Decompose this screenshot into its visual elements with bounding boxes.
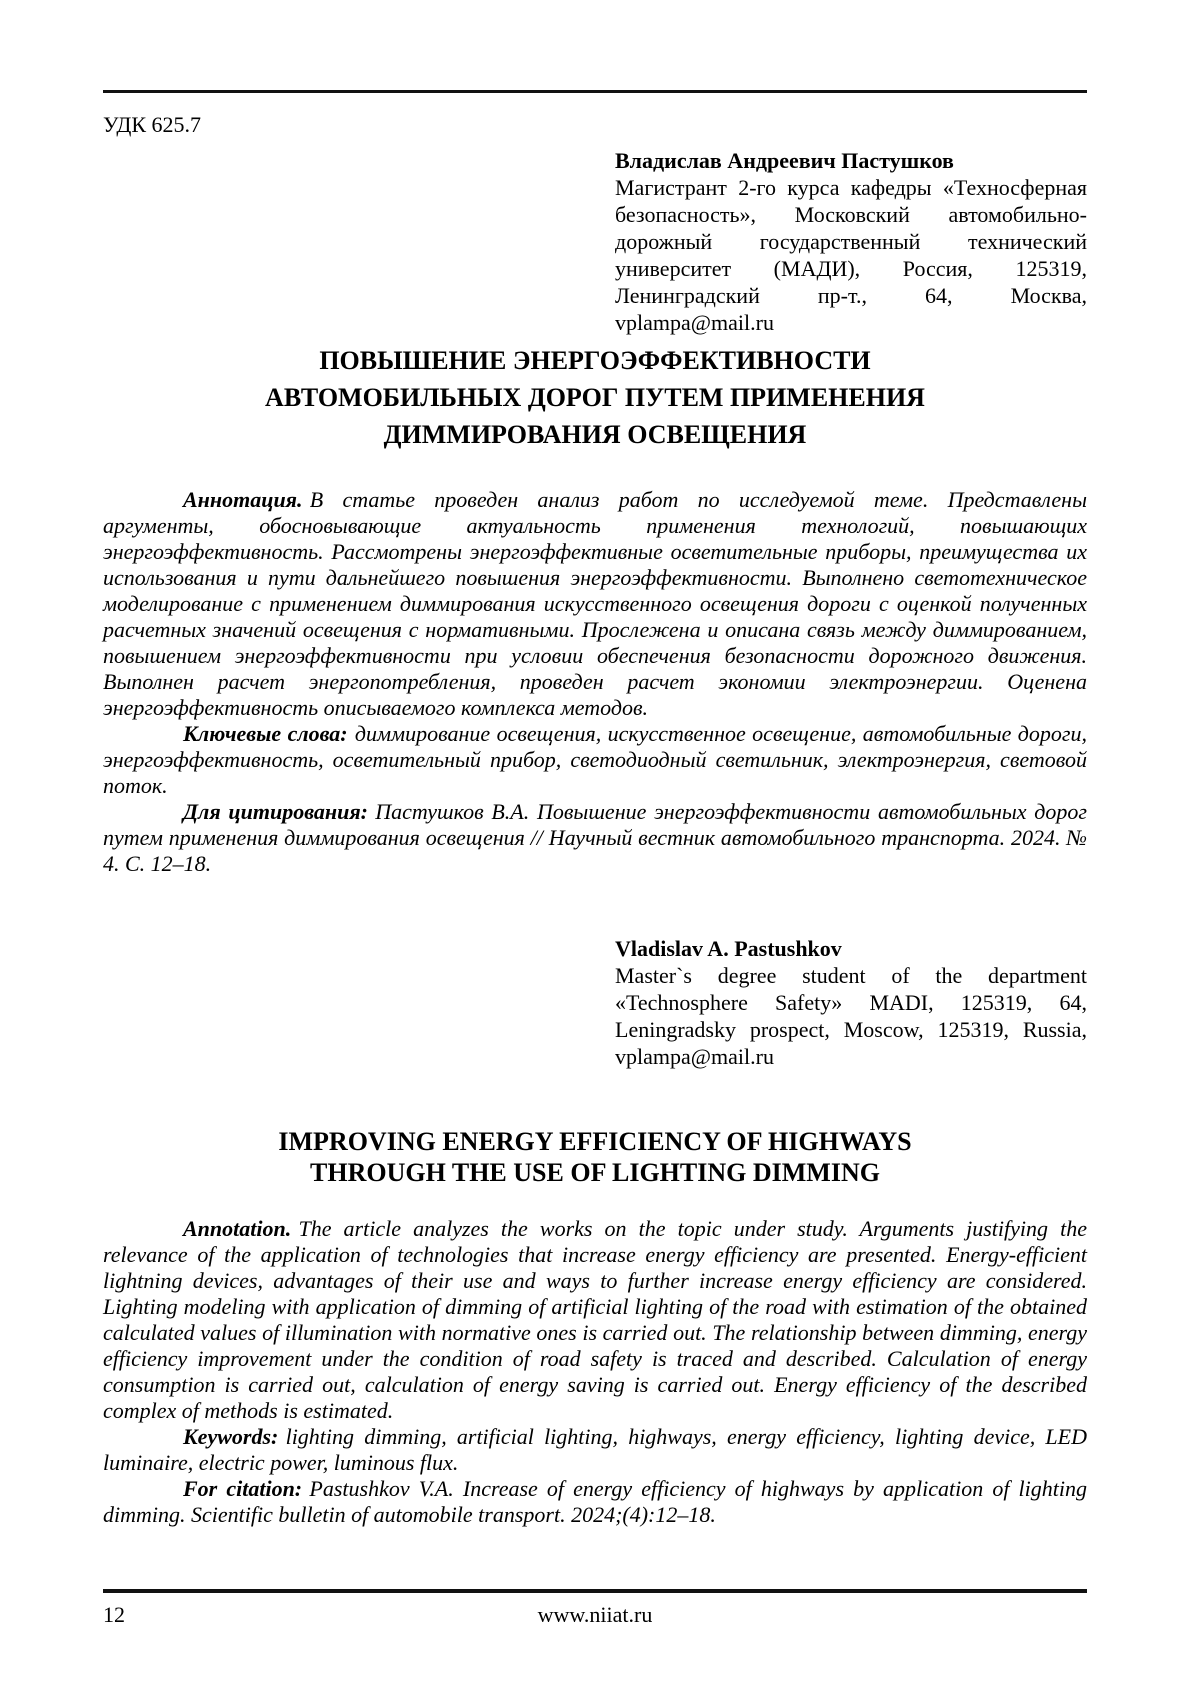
annotation-text-english: The article analyzes the works on the topic under study. Arguments justifying the relevance of the application of technologies that increase energy efficiency are presented. Energy-efficient lightning devices, advantages of their use and ways to further increase energy efficiency are considered. Lighting modeling with application of dimming of artificial lighting of the road with estimation of the obtained calculated values of illumination with normative ones is carried out. The relationship between dimming, energy efficiency improvement under the condition of road safety is traced and described. Calculation of energy consumption is carried out, calculation of energy saving is carried out. Energy efficiency of the described complex of methods is estimated. <box>103 1216 1087 1423</box>
abstract-russian <box>103 487 1087 721</box>
title-line: IMPROVING ENERGY EFFICIENCY OF HIGHWAYS <box>278 1127 912 1156</box>
author-block-russian <box>615 147 1087 336</box>
page-content <box>0 90 1200 1528</box>
citation-text-english: Pastushkov V.A. Increase of energy efficiency of highways by application of lighting dimming. Scientific bulletin of automobile transport. 2024;(4):12–18. <box>103 1476 1088 1527</box>
website-url: www.niiat.ru <box>537 1602 653 1627</box>
article-title-russian <box>103 342 1087 453</box>
keywords-russian <box>103 721 1087 799</box>
page-number: 12 <box>103 1602 125 1627</box>
author-name-russian: Владислав Андреевич Пастушков <box>615 148 954 173</box>
annotation-english <box>103 1216 1087 1424</box>
title-line: АВТОМОБИЛЬНЫХ ДОРОГ ПУТЕМ ПРИМЕНЕНИЯ <box>265 383 925 412</box>
keywords-text-russian: диммирование освещения, искусственное освещение, автомобильные дороги, энергоэффективность, осветительный прибор, светодиодный светильник, электроэнергия, световой поток. <box>103 721 1087 798</box>
citation-english <box>103 1476 1087 1528</box>
article-title-english <box>103 1126 1087 1188</box>
abstract-text-russian: В статье проведен анализ работ по исследуемой теме. Представлены аргументы, обосновывающие актуальность применения технологий, повышающих энергоэффективность. Рассмотрены энергоэффективные осветительные приборы, преимущества их использования и пути дальнейшего повышения энергоэффективности. Выполнено светотехническое моделирование с применением диммирования искусственного освещения дороги с оценкой полученных расчетных значений освещения с нормативными. Прослежена и описана связь между диммированием, повышением энергоэффективности при условии обеспечения безопасности дорожного движения. Выполнен расчет энергопотребления, проведен расчет экономии электроэнергии. Оценена энергоэффективность описываемого комплекса методов. <box>103 487 1087 720</box>
keywords-label-english: Keywords: <box>183 1424 279 1449</box>
author-block-english <box>615 935 1087 1070</box>
keywords-label-russian: Ключевые слова: <box>183 721 348 746</box>
author-affiliation-english: Master`s degree student of the department «Technosphere Safety» MADI, 125319, 64, Leningradsky prospect, Moscow, 125319, Russia, vplampa@mail.ru <box>615 963 1087 1069</box>
citation-russian <box>103 799 1087 877</box>
keywords-text-english: lighting dimming, artificial lighting, highways, energy efficiency, lighting device, LED luminaire, electric power, luminous flux. <box>103 1424 1087 1475</box>
citation-label-english: For citation: <box>183 1476 303 1501</box>
footer-divider <box>103 1589 1087 1593</box>
author-affiliation-russian: Магистрант 2-го курса кафедры «Техносферная безопасность», Московский автомобильно-дорожный государственный технический университет (МАДИ), Россия, 125319, Ленинградский пр-т., 64, Москва, vplampa@mail.ru <box>615 175 1087 335</box>
title-line: ДИММИРОВАНИЯ ОСВЕЩЕНИЯ <box>383 420 807 449</box>
author-name-english: Vladislav A. Pastushkov <box>615 936 842 961</box>
keywords-english <box>103 1424 1087 1476</box>
abstract-label-russian: Аннотация. <box>183 487 303 512</box>
citation-label-russian: Для цитирования: <box>183 799 368 824</box>
top-divider <box>103 90 1087 93</box>
title-line: THROUGH THE USE OF LIGHTING DIMMING <box>310 1158 880 1187</box>
udc-code: УДК 625.7 <box>103 112 202 137</box>
title-line: ПОВЫШЕНИЕ ЭНЕРГОЭФФЕКТИВНОСТИ <box>319 346 871 375</box>
annotation-label-english: Annotation. <box>183 1216 292 1241</box>
citation-text-russian: Пастушков В.А. Повышение энергоэффективности автомобильных дорог путем применения диммирования освещения // Научный вестник автомобильного транспорта. 2024. № 4. С. 12–18. <box>103 799 1087 876</box>
